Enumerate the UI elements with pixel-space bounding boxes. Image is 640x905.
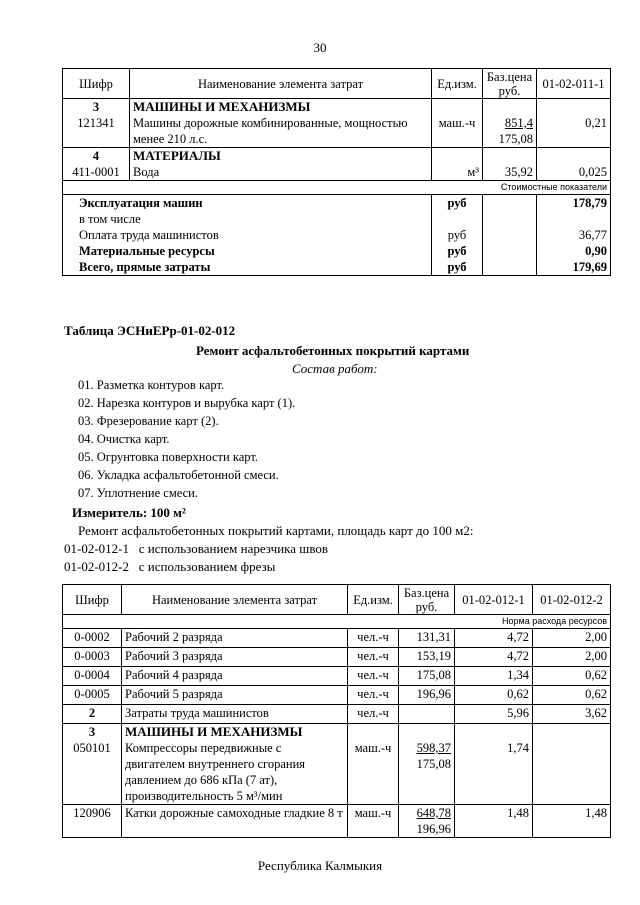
work-item: 02. Нарезка контуров и вырубка карт (1). [78,396,296,410]
work-item: 06. Укладка асфальтобетонной смеси. [78,468,279,482]
resource-norm: 0,21 [585,116,607,130]
cost-indicators-label: Стоимостные показатели [63,181,611,195]
table-row: 0-0003 Рабочий 3 разряда чел.-ч 153,19 4,72 2,00 [63,648,611,667]
header-price: Баз.цена руб. [399,585,455,615]
header-unit: Ед.изм. [432,69,483,99]
header-name: Наименование элемента затрат [130,69,432,99]
header-unit: Ед.изм. [348,585,399,615]
variant-2: 01-02-012-2 с использованием фрезы [64,559,276,574]
table-row: 2 Затраты труда машинистов чел.-ч 5,96 3,62 [63,705,611,724]
resource-table-1 [62,68,611,276]
resource-unit: м³ [467,165,479,179]
header-norm-2: 01-02-012-2 [533,585,611,615]
summary-unit: руб [447,260,467,274]
section-number: 3 [88,725,96,739]
header-code: Шифр [63,585,122,615]
summary-value: 179,69 [572,260,607,274]
summary-value: 178,79 [572,196,607,210]
resource-price-secondary: 175,08 [498,132,533,146]
table-row: 0-0004 Рабочий 4 разряда чел.-ч 175,08 1,34 0,62 [63,667,611,686]
summary-unit: руб [447,228,467,242]
resource-price: 35,92 [504,165,533,179]
summary-value: 0,90 [585,244,607,258]
norm-label: Норма расхода ресурсов [63,615,611,629]
resource-name: Вода [133,165,160,179]
table-title: Таблица ЭСНиЕРр-01-02-012 [64,323,236,338]
table-row: 120906 Катки дорожные самоходные гладкие 8 т маш.-ч 648,78 196,96 1,48 1,48 [63,805,611,838]
resource-code: 411-0001 [72,165,120,179]
table-row: 3 050101 МАШИНЫ И МЕХАНИЗМЫ Компрессоры передвижные с двигателем внутреннего сгорания давлением до 686 кПа (7 ат), производительность 5 м³/мин маш.-ч 598,37 175,08 1,74 [63,724,611,805]
header-code: Шифр [63,69,130,99]
summary-unit: руб [447,196,467,210]
section-title: МАШИНЫ И МЕХАНИЗМЫ [133,99,311,114]
table-row: 0-0005 Рабочий 5 разряда чел.-ч 196,96 0,62 0,62 [63,686,611,705]
resource-price: 851,4 [504,116,533,130]
summary-value: 36,77 [578,228,607,242]
table-row: 0-0002 Рабочий 2 разряда чел.-ч 131,31 4,72 2,00 [63,629,611,648]
work-item: 05. Огрунтовка поверхности карт. [78,450,258,464]
section-number: 4 [92,149,100,163]
summary-materials: Материальные ресурсы [79,244,215,258]
section-title: МАТЕРИАЛЫ [133,148,221,163]
header-norm: 01-02-011-1 [537,69,611,99]
description: Ремонт асфальтобетонных покрытий картами, площадь карт до 100 м2: [78,523,474,538]
footer-region: Республика Калмыкия [257,858,383,873]
work-item: 03. Фрезерование карт (2). [78,414,219,428]
summary-total: Всего, прямые затраты [79,260,211,274]
section-number: 3 [92,100,100,114]
resource-name: Машины дорожные комбинированные, мощностью менее 210 л.с. [133,116,408,146]
resource-unit: маш.-ч [438,116,476,130]
works-heading: Состав работ: [292,361,378,376]
section-title: МАШИНЫ И МЕХАНИЗМЫ [125,724,303,739]
header-price: Баз.цена руб. [483,69,537,99]
summary-unit: руб [447,244,467,258]
work-item: 07. Уплотнение смеси. [78,486,198,500]
resource-norm: 0,025 [578,165,607,179]
resource-code: 121341 [77,116,115,130]
summary-operators-pay: Оплата труда машинистов [79,228,219,242]
section-heading: Ремонт асфальтобетонных покрытий картами [196,343,470,358]
work-item: 04. Очистка карт. [78,432,170,446]
header-norm-1: 01-02-012-1 [455,585,533,615]
resource-table-2 [62,584,611,838]
variant-1: 01-02-012-1 с использованием нарезчика швов [64,541,329,556]
page-number: 30 [313,40,327,55]
work-item: 01. Разметка контуров карт. [78,378,225,392]
summary-machines: Эксплуатация машин [79,196,203,210]
meter-unit: Измеритель: 100 м² [72,505,186,520]
header-name: Наименование элемента затрат [122,585,348,615]
summary-including: в том числе [79,212,141,226]
